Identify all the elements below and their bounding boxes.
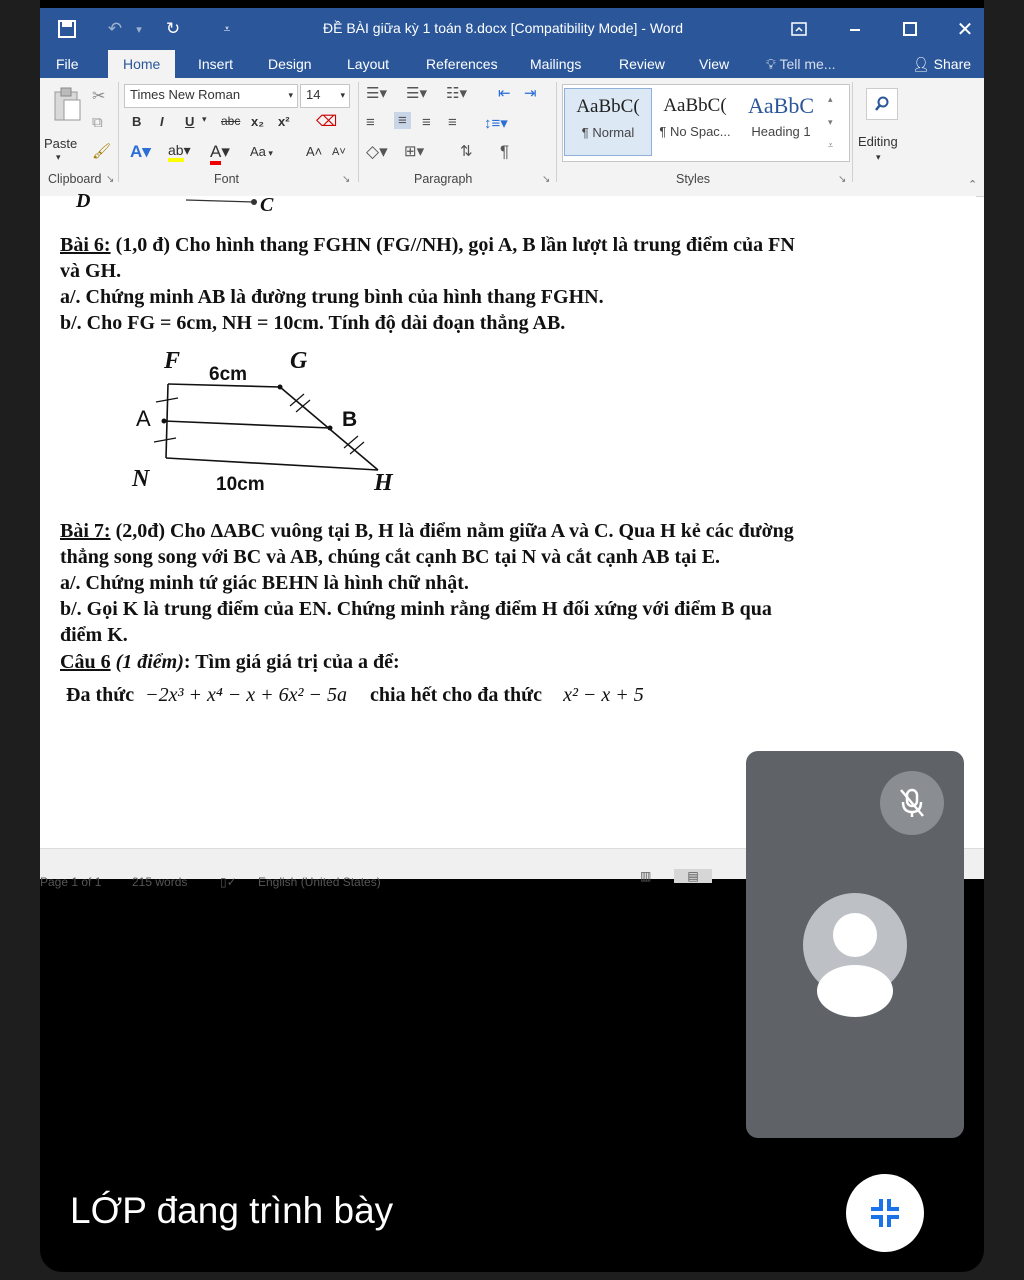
- shading-icon[interactable]: ◇▾: [366, 142, 388, 161]
- bullets-icon[interactable]: ☰▾: [366, 85, 387, 102]
- tab-home[interactable]: Home: [108, 50, 175, 78]
- align-right-icon[interactable]: ≡: [422, 114, 431, 131]
- midline-ab: [164, 421, 330, 428]
- tab-insert[interactable]: Insert: [198, 56, 234, 72]
- italic-button[interactable]: I: [160, 114, 164, 129]
- print-layout-icon[interactable]: ▤: [674, 869, 712, 883]
- poly-label: Đa thức: [66, 684, 135, 706]
- superscript-button[interactable]: x²: [278, 114, 290, 129]
- lightbulb-icon: 💡︎: [766, 56, 776, 72]
- tell-me-text: Tell me...: [779, 56, 836, 72]
- person-icon: 👤︎: [912, 56, 930, 72]
- undo-icon[interactable]: ↶: [107, 19, 123, 38]
- mic-off-icon[interactable]: [880, 771, 944, 835]
- cau6-points: (1 điểm): [115, 651, 184, 673]
- chevron-down-icon: ▾: [288, 90, 293, 100]
- polynomial-dividend: −2x³ + x⁴ − x + 6x² − 5a: [145, 684, 348, 706]
- collapse-ribbon-icon[interactable]: ⌃: [968, 179, 978, 191]
- group-label-styles: Styles: [676, 172, 711, 186]
- text-effects-icon[interactable]: A▾: [130, 142, 151, 161]
- show-marks-icon[interactable]: ¶: [500, 142, 510, 161]
- justify-icon[interactable]: ≡: [448, 114, 457, 131]
- paste-dropdown-icon[interactable]: ▾: [56, 152, 61, 162]
- style-name: ¶ Normal: [581, 125, 635, 140]
- share-button[interactable]: [904, 50, 979, 78]
- dialog-launcher-icon[interactable]: ↘: [542, 174, 551, 185]
- tab-mailings[interactable]: Mailings: [530, 56, 582, 72]
- word-window: [40, 8, 984, 889]
- font-name-select[interactable]: [124, 84, 298, 108]
- search-icon[interactable]: [866, 88, 898, 120]
- shrink-font-button[interactable]: A˅: [332, 146, 346, 158]
- dialog-launcher-icon[interactable]: ↘: [342, 174, 351, 185]
- screen-share-frame: [40, 0, 984, 1272]
- bai6-line3: a/. Chứng minh AB là đường trung bình của hình thang FGHN.: [60, 286, 604, 308]
- dialog-launcher-icon[interactable]: ↘: [106, 174, 115, 185]
- group-label-clipboard: Clipboard: [48, 172, 102, 186]
- minimize-icon[interactable]: [842, 16, 868, 42]
- exit-fullscreen-button[interactable]: [846, 1174, 924, 1252]
- bai7-text: (2,0đ) Cho ΔABC vuông tại B, H là điểm nằm giữa A và C. Qua H kẻ các đường: [110, 520, 794, 542]
- label-g: G: [290, 348, 308, 374]
- presenting-label: LỚP đang trình bày: [70, 1190, 394, 1231]
- point-b: [328, 426, 333, 431]
- bai7-line1: [60, 520, 794, 543]
- styles-scroll-control[interactable]: ▴ ▾ ⩡: [828, 94, 834, 150]
- cau6-text: : Tìm giá giá trị của a để:: [183, 651, 400, 673]
- proofing-icon[interactable]: ▯✓: [220, 875, 237, 889]
- polynomial-divisor: x² − x + 5: [563, 684, 644, 706]
- group-label-paragraph: Paragraph: [414, 172, 473, 186]
- chevron-down-icon: ▾: [340, 90, 345, 100]
- point-a: [162, 419, 167, 424]
- decrease-indent-icon[interactable]: ⇤: [498, 85, 511, 102]
- bai6-heading: Bài 6:: [60, 234, 111, 256]
- point-g: [278, 385, 283, 390]
- style-preview: AaBbC(: [663, 95, 727, 116]
- multilevel-list-icon[interactable]: ☷▾: [446, 85, 467, 102]
- align-left-icon[interactable]: ≡: [366, 114, 375, 131]
- tell-me-box[interactable]: [758, 50, 843, 78]
- line-spacing-icon[interactable]: ↕≡▾: [484, 115, 508, 132]
- style-name: ¶ No Spac...: [659, 124, 731, 139]
- participant-tile[interactable]: [746, 751, 964, 1138]
- style-normal[interactable]: [564, 88, 652, 156]
- ribbon-tabs: [40, 50, 984, 78]
- format-painter-icon[interactable]: 🖌︎: [92, 143, 112, 160]
- tab-file[interactable]: File: [56, 56, 79, 72]
- tab-design[interactable]: Design: [268, 56, 312, 72]
- label-h: H: [374, 470, 393, 496]
- cau6-line2: [66, 684, 644, 707]
- bai6-text: (1,0 đ) Cho hình thang FGHN (FG//NH), gọi A, B lần lượt là trung điểm của FN: [110, 234, 795, 256]
- copy-icon[interactable]: ⧉: [92, 114, 103, 131]
- share-label: Share: [933, 56, 972, 72]
- paste-button[interactable]: Paste: [44, 136, 78, 151]
- underline-button[interactable]: U: [185, 114, 195, 129]
- change-case-label: Aa: [250, 144, 266, 159]
- editing-button[interactable]: Editing: [858, 134, 898, 149]
- group-label-font: Font: [214, 172, 240, 186]
- word-count[interactable]: 215 words: [132, 875, 188, 889]
- label-b: B: [342, 408, 358, 431]
- read-mode-icon[interactable]: ▥: [640, 869, 652, 883]
- bai6-line1: [60, 234, 795, 257]
- fragment-label-d: D: [76, 190, 91, 212]
- tab-review[interactable]: Review: [619, 56, 665, 72]
- font-color-icon[interactable]: A▾: [210, 142, 230, 162]
- style-no-spacing[interactable]: [652, 88, 738, 154]
- tab-references[interactable]: References: [426, 56, 498, 72]
- clear-formatting-icon[interactable]: ⌫: [316, 113, 338, 130]
- language[interactable]: English (United States): [258, 875, 381, 889]
- borders-icon[interactable]: ⊞▾: [404, 143, 425, 160]
- tab-layout[interactable]: Layout: [347, 56, 390, 72]
- tick-mark: [290, 394, 304, 406]
- save-icon[interactable]: [54, 16, 80, 42]
- chevron-down-icon[interactable]: ▾: [202, 114, 207, 124]
- collapse-icon: [867, 1195, 903, 1231]
- ribbon-display-icon[interactable]: [786, 16, 812, 42]
- label-a: A: [136, 406, 151, 431]
- edge-nh: [166, 458, 378, 470]
- style-preview: AaBbC(: [576, 96, 640, 117]
- style-heading-1[interactable]: [738, 88, 824, 154]
- change-case-button[interactable]: [250, 144, 273, 159]
- divider: [556, 82, 557, 182]
- page-count[interactable]: Page 1 of 1: [40, 875, 102, 889]
- divider: [852, 82, 853, 182]
- cau6-heading: Câu 6: [60, 651, 111, 673]
- highlight-icon[interactable]: ab▾: [168, 142, 191, 159]
- cau6-line1: [60, 651, 400, 674]
- font-name-value: Times New Roman: [130, 87, 241, 102]
- grow-font-button[interactable]: A˄: [306, 144, 323, 159]
- close-icon[interactable]: ✕: [956, 18, 974, 41]
- style-preview: AaBbC: [748, 93, 814, 118]
- align-center-icon[interactable]: ≡: [394, 112, 411, 129]
- increase-indent-icon[interactable]: ⇥: [524, 85, 537, 102]
- undo-dropdown-icon[interactable]: ▾: [136, 23, 142, 36]
- style-name: Heading 1: [751, 124, 811, 139]
- sort-icon[interactable]: ⇅: [460, 143, 473, 160]
- tick-mark: [154, 438, 176, 442]
- subscript-button[interactable]: x₂: [251, 114, 265, 129]
- bai6-line4: b/. Cho FG = 6cm, NH = 10cm. Tính độ dài đoạn thẳng AB.: [60, 312, 566, 334]
- bai7-line3: a/. Chứng minh tứ giác BEHN là hình chữ nhật.: [60, 572, 469, 594]
- font-size-value: 14: [306, 87, 321, 102]
- bai7-heading: Bài 7:: [60, 520, 111, 542]
- ribbon: [40, 78, 984, 197]
- maximize-icon[interactable]: [897, 16, 923, 42]
- avatar: [803, 893, 907, 997]
- bold-button[interactable]: B: [132, 114, 142, 129]
- strikethrough-button[interactable]: abc: [221, 114, 241, 128]
- fragment-label-c: C: [260, 194, 274, 216]
- bai7-line2: thẳng song song với BC và AB, chúng cắt cạnh BC tại N và cắt cạnh AB tại E.: [60, 546, 721, 568]
- cut-icon[interactable]: ✂: [92, 88, 106, 105]
- dialog-launcher-icon[interactable]: ↘: [838, 174, 847, 185]
- customize-quick-access-icon[interactable]: ⩡: [223, 21, 231, 36]
- label-n: N: [132, 466, 150, 492]
- label-10cm: 10cm: [216, 474, 265, 495]
- bai6-line2: và GH.: [60, 260, 122, 282]
- paste-icon[interactable]: [52, 86, 82, 127]
- poly-middle: chia hết cho đa thức: [370, 684, 543, 706]
- divider: [358, 82, 359, 182]
- window-title: ĐỀ BÀI giữa kỳ 1 toán 8.docx [Compatibility Mode] - Word: [323, 20, 684, 36]
- font-size-select[interactable]: [300, 84, 350, 108]
- title-bar: [40, 8, 984, 50]
- chevron-down-icon: ▾: [265, 148, 273, 158]
- divider: [118, 82, 119, 182]
- redo-icon[interactable]: ↻: [165, 19, 181, 38]
- bai7-line5: điểm K.: [60, 624, 128, 646]
- chevron-down-icon[interactable]: ▾: [876, 152, 881, 162]
- fragment-line: [186, 200, 254, 202]
- numbering-icon[interactable]: ☰▾: [406, 85, 427, 102]
- bai7-line4: b/. Gọi K là trung điểm của EN. Chứng minh rằng điểm H đối xứng với điểm B qua: [60, 598, 772, 620]
- tab-view[interactable]: View: [699, 56, 730, 72]
- label-f: F: [164, 348, 181, 374]
- label-6cm: 6cm: [209, 364, 248, 385]
- fragment-point: [251, 199, 257, 205]
